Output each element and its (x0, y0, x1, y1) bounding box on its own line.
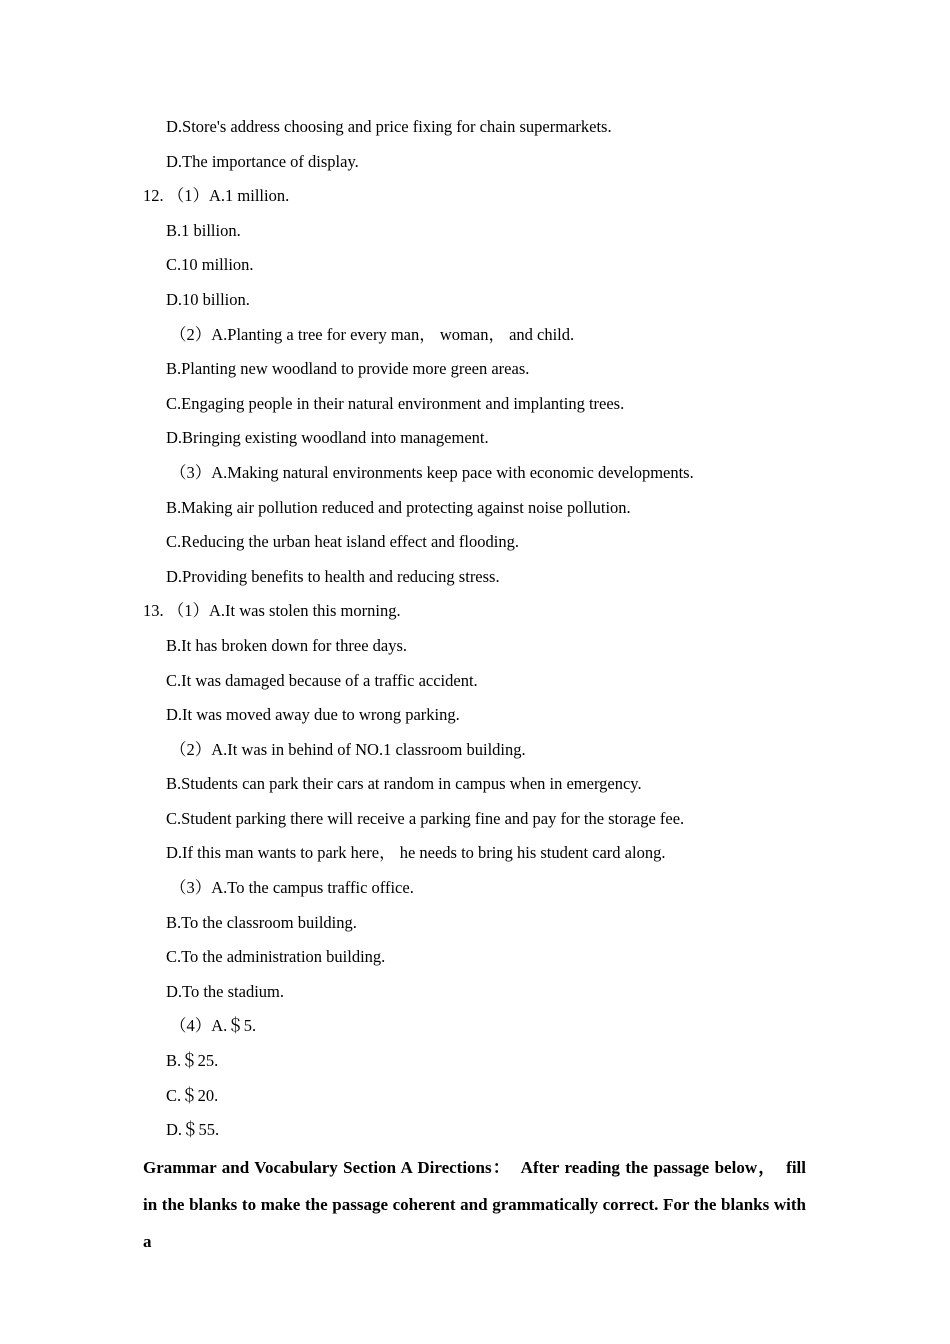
document-body (0, 110, 950, 1260)
document-line-24: C.To the administration building. (166, 947, 386, 967)
document-line-7: B.Planting new woodland to provide more green areas. (166, 359, 530, 379)
document-line-22: （3）A.To the campus traffic office. (170, 878, 414, 898)
document-line-3: B.1 billion. (166, 220, 241, 240)
document-line-16: C.It was damaged because of a traffic accident. (166, 670, 478, 690)
document-line-17: D.It was moved away due to wrong parking. (166, 705, 460, 725)
document-line-1: D.The importance of display. (166, 151, 359, 171)
document-line-0: D.Store's address choosing and price fixing for chain supermarkets. (166, 117, 612, 136)
document-line-30: Grammar and Vocabulary Section A Directions： After reading the passage below， fill in the blanks to make the passage coherent and grammatically correct. For the blanks with a (143, 1157, 806, 1251)
document-line-12: C.Reducing the urban heat island effect and flooding. (166, 532, 519, 552)
document-line-4: C.10 million. (166, 255, 254, 275)
document-line-14: 13. （1）A.It was stolen this morning. (143, 601, 401, 621)
document-line-29: D.＄55. (166, 1120, 220, 1140)
document-line-9: D.Bringing existing woodland into management. (166, 428, 489, 448)
document-line-25: D.To the stadium. (166, 981, 284, 1001)
document-line-2: 12. （1）A.1 million. (143, 186, 290, 206)
document-line-5: D.10 billion. (166, 289, 250, 309)
document-line-6: （2）A.Planting a tree for every man， woman， and child. (170, 324, 575, 344)
document-line-13: D.Providing benefits to health and reducing stress. (166, 566, 500, 586)
document-line-27: B.＄25. (166, 1051, 219, 1071)
document-line-21: D.If this man wants to park here， he needs to bring his student card along. (166, 843, 666, 863)
document-line-28: C.＄20. (166, 1085, 219, 1105)
document-line-8: C.Engaging people in their natural environment and implanting trees. (166, 393, 625, 413)
document-line-19: B.Students can park their cars at random in campus when in emergency. (166, 774, 642, 794)
document-line-11: B.Making air pollution reduced and protecting against noise pollution. (166, 497, 631, 517)
document-line-20: C.Student parking there will receive a parking fine and pay for the storage fee. (166, 808, 685, 828)
document-line-15: B.It has broken down for three days. (166, 635, 408, 655)
document-line-23: B.To the classroom building. (166, 912, 357, 932)
document-line-26: （4）A.＄5. (170, 1016, 257, 1036)
document-line-10: （3）A.Making natural environments keep pace with economic developments. (170, 462, 694, 482)
document-line-18: （2）A.It was in behind of NO.1 classroom building. (170, 739, 526, 759)
